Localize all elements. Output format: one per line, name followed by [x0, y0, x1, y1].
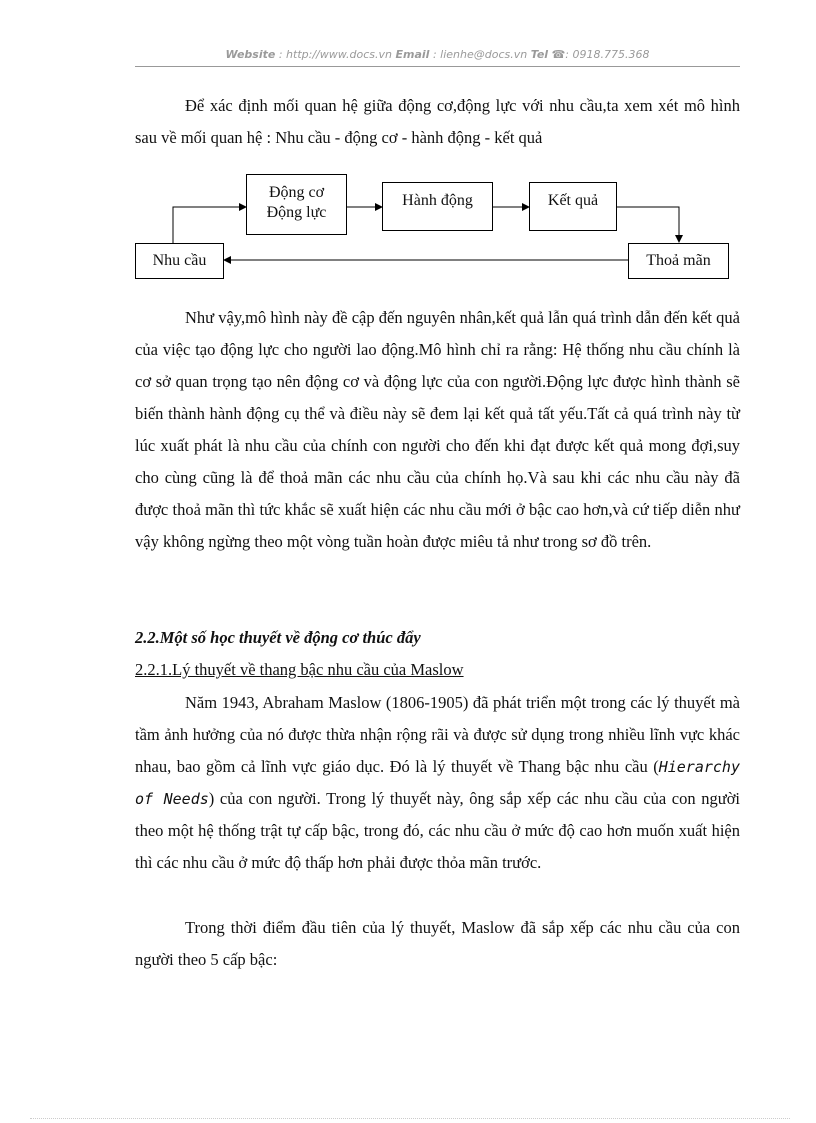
email-label: Email	[395, 48, 430, 61]
maslow-text-1: Năm 1943, Abraham Maslow (1806-1905) đã phát triển một trong các lý thuyết mà tầm ảnh hưởng của nó được thừa nhận rộng rãi và được sử dụng trong nhiều lĩnh vực khác nhau, bao gồm cả lĩnh vực giáo dục. Đó là lý thuyết về Thang bậc nhu cầu (	[135, 693, 740, 776]
box-action-label: Hành động	[402, 192, 473, 209]
telephone-icon: ☎	[551, 48, 566, 61]
maslow-text-2: ) của con người. Trong lý thuyết này, ông sắp xếp các nhu cầu của con người theo một hệ thống trật tự cấp bậc, trong đó, các nhu cầu ở mức độ cao hơn muốn xuất hiện thì các nhu cầu ở mức độ thấp hơn phải được thỏa mãn trước.	[135, 789, 741, 872]
box-need	[135, 243, 224, 279]
explanation-paragraph: Như vậy,mô hình này đề cập đến nguyên nhân,kết quả lẫn quá trình dẫn đến kết quả của việc tạo động lực cho người lao động.Mô hình chỉ ra rằng: Hệ thống nhu cầu chính là cơ sở quan trọng tạo nên động cơ và động lực của con người.Động lực được hình thành sẽ biến thành hành động cụ thể và điều này sẽ đem lại kết quả tất yếu.Tất cả quá trình này từ lúc xuất phát là nhu cầu của chính con người cho đến khi đạt được kết quả mong đợi,suy cho cùng cũng là để thoả mãn các nhu cầu của chính họ.Và sau khi các nhu cầu này đã được thoả mãn thì tức khắc sẽ xuất hiện các nhu cầu mới ở bậc cao hơn,và cứ tiếp diễn như vậy không ngừng theo một vòng tuần hoàn được miêu tả như trong sơ đồ trên.	[135, 308, 740, 551]
box-need-label: Nhu cầu	[152, 252, 207, 269]
box-action	[382, 182, 493, 231]
box-motive	[246, 174, 347, 235]
section-heading: 2.2.Một số học thuyết về động cơ thúc đẩy	[135, 628, 421, 647]
website-label: Website	[225, 48, 276, 61]
box-motive-line1: Động cơ	[268, 184, 325, 201]
arrow-need-to-motive	[173, 207, 246, 245]
box-satisfy	[628, 243, 729, 279]
website-value: : http://www.docs.vn	[275, 48, 396, 61]
box-satisfy-label: Thoả mãn	[646, 252, 711, 269]
email-value: : lienhe@docs.vn	[429, 48, 531, 61]
maslow-term: Hierarchy of Needs	[135, 758, 740, 808]
footer-divider	[30, 1118, 790, 1119]
box-motive-line2: Động lực	[266, 204, 327, 221]
intro-paragraph: Để xác định mối quan hệ giữa động cơ,động lực với nhu cầu,ta xem xét mô hình sau về mối quan hệ : Nhu cầu - động cơ - hành động - kết quả	[135, 96, 740, 147]
tel-value: : 0918.775.368	[565, 48, 650, 61]
maslow-paragraph	[135, 687, 740, 879]
box-result	[529, 182, 617, 231]
arrow-result-to-satisfy	[616, 207, 679, 242]
subsection-heading: 2.2.1.Lý thuyết về thang bậc nhu cầu của Maslow	[135, 660, 464, 679]
box-result-label: Kết quả	[547, 192, 599, 209]
final-paragraph: Trong thời điểm đầu tiên của lý thuyết, Maslow đã sắp xếp các nhu cầu của con người theo 5 cấp bậc:	[135, 918, 740, 969]
tel-label: Tel	[530, 48, 549, 61]
